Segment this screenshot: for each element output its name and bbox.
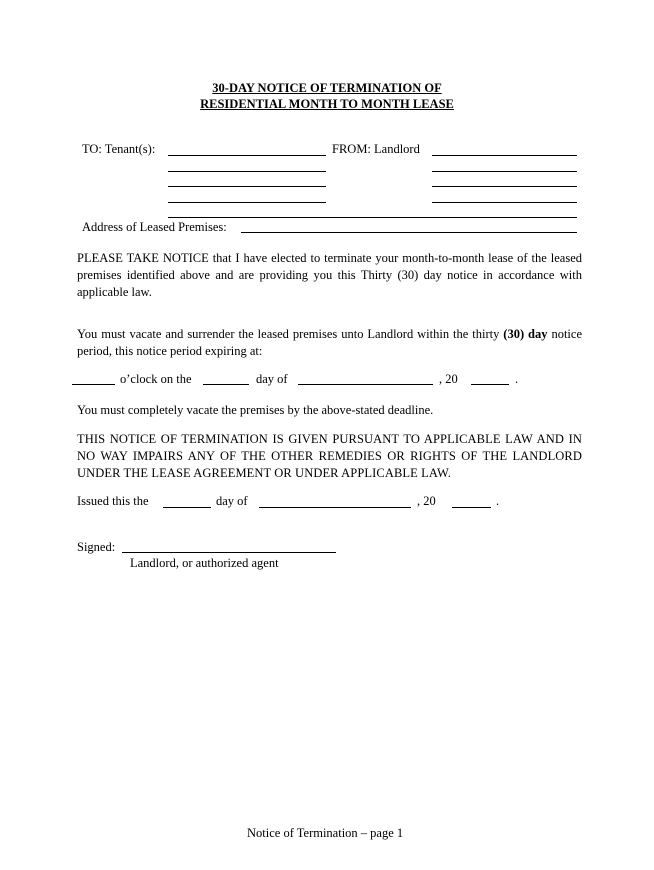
issued-month-field[interactable] bbox=[259, 507, 411, 508]
issued-day-of-label: day of bbox=[216, 494, 248, 508]
tenant-name-line-4[interactable] bbox=[168, 202, 326, 203]
expiry-hour-field[interactable] bbox=[72, 384, 115, 385]
issued-year-prefix: , 20 bbox=[417, 494, 436, 508]
vacate-text-b: notice period, this notice period expiring at: bbox=[77, 327, 583, 358]
from-landlord-label: FROM: Landlord bbox=[332, 142, 420, 156]
landlord-name-line-1[interactable] bbox=[432, 155, 577, 156]
address-line[interactable] bbox=[241, 232, 577, 233]
vacate-text-bold: (30) day bbox=[503, 327, 548, 341]
landlord-name-line-3[interactable] bbox=[432, 186, 577, 187]
expiry-period: . bbox=[515, 372, 519, 386]
vacate-text-a: You must vacate and surrender the leased premises unto Landlord within the thirty bbox=[77, 327, 504, 341]
expiry-year-field[interactable] bbox=[471, 384, 509, 385]
tenant-name-line-3[interactable] bbox=[168, 186, 326, 187]
signed-label: Signed: bbox=[77, 540, 116, 554]
notice-paragraph: PLEASE TAKE NOTICE that I have elected to terminate your month-to-month lease of the leased premises identified above and are providing you this Thirty (30) day notice in accordance with applicable law. bbox=[77, 251, 582, 299]
address-line-upper[interactable] bbox=[168, 217, 577, 218]
landlord-name-line-4[interactable] bbox=[432, 202, 577, 203]
to-tenants-label: TO: Tenant(s): bbox=[82, 142, 156, 156]
oclock-label: o’clock on the bbox=[120, 372, 192, 386]
legal-notice-paragraph: THIS NOTICE OF TERMINATION IS GIVEN PURSUANT TO APPLICABLE LAW AND IN NO WAY IMPAIRS ANY OF THE OTHER REMEDIES OR RIGHTS OF THE LANDLORD UNDER THE LEASE AGREEMENT OR UNDER APPLICABLE LAW. bbox=[77, 432, 582, 480]
expiry-month-field[interactable] bbox=[298, 384, 433, 385]
deadline-text: You must completely vacate the premises by the above-stated deadline. bbox=[77, 403, 434, 417]
expiry-day-of-label: day of bbox=[256, 372, 288, 386]
issued-label: Issued this the bbox=[77, 494, 149, 508]
issued-day-field[interactable] bbox=[163, 507, 211, 508]
document-title-line-2: RESIDENTIAL MONTH TO MONTH LEASE bbox=[200, 97, 454, 111]
page-footer: Notice of Termination – page 1 bbox=[247, 826, 404, 840]
issued-period: . bbox=[496, 494, 500, 508]
expiry-day-field[interactable] bbox=[203, 384, 249, 385]
document-title-line-1: 30-DAY NOTICE OF TERMINATION OF bbox=[212, 81, 442, 95]
vacate-paragraph bbox=[77, 326, 582, 360]
signature-line[interactable] bbox=[122, 552, 336, 553]
landlord-name-line-2[interactable] bbox=[432, 171, 577, 172]
tenant-name-line-2[interactable] bbox=[168, 171, 326, 172]
expiry-year-prefix: , 20 bbox=[439, 372, 458, 386]
address-label: Address of Leased Premises: bbox=[82, 220, 227, 234]
issued-year-field[interactable] bbox=[452, 507, 491, 508]
tenant-name-line-1[interactable] bbox=[168, 155, 326, 156]
signer-caption: Landlord, or authorized agent bbox=[130, 556, 279, 570]
